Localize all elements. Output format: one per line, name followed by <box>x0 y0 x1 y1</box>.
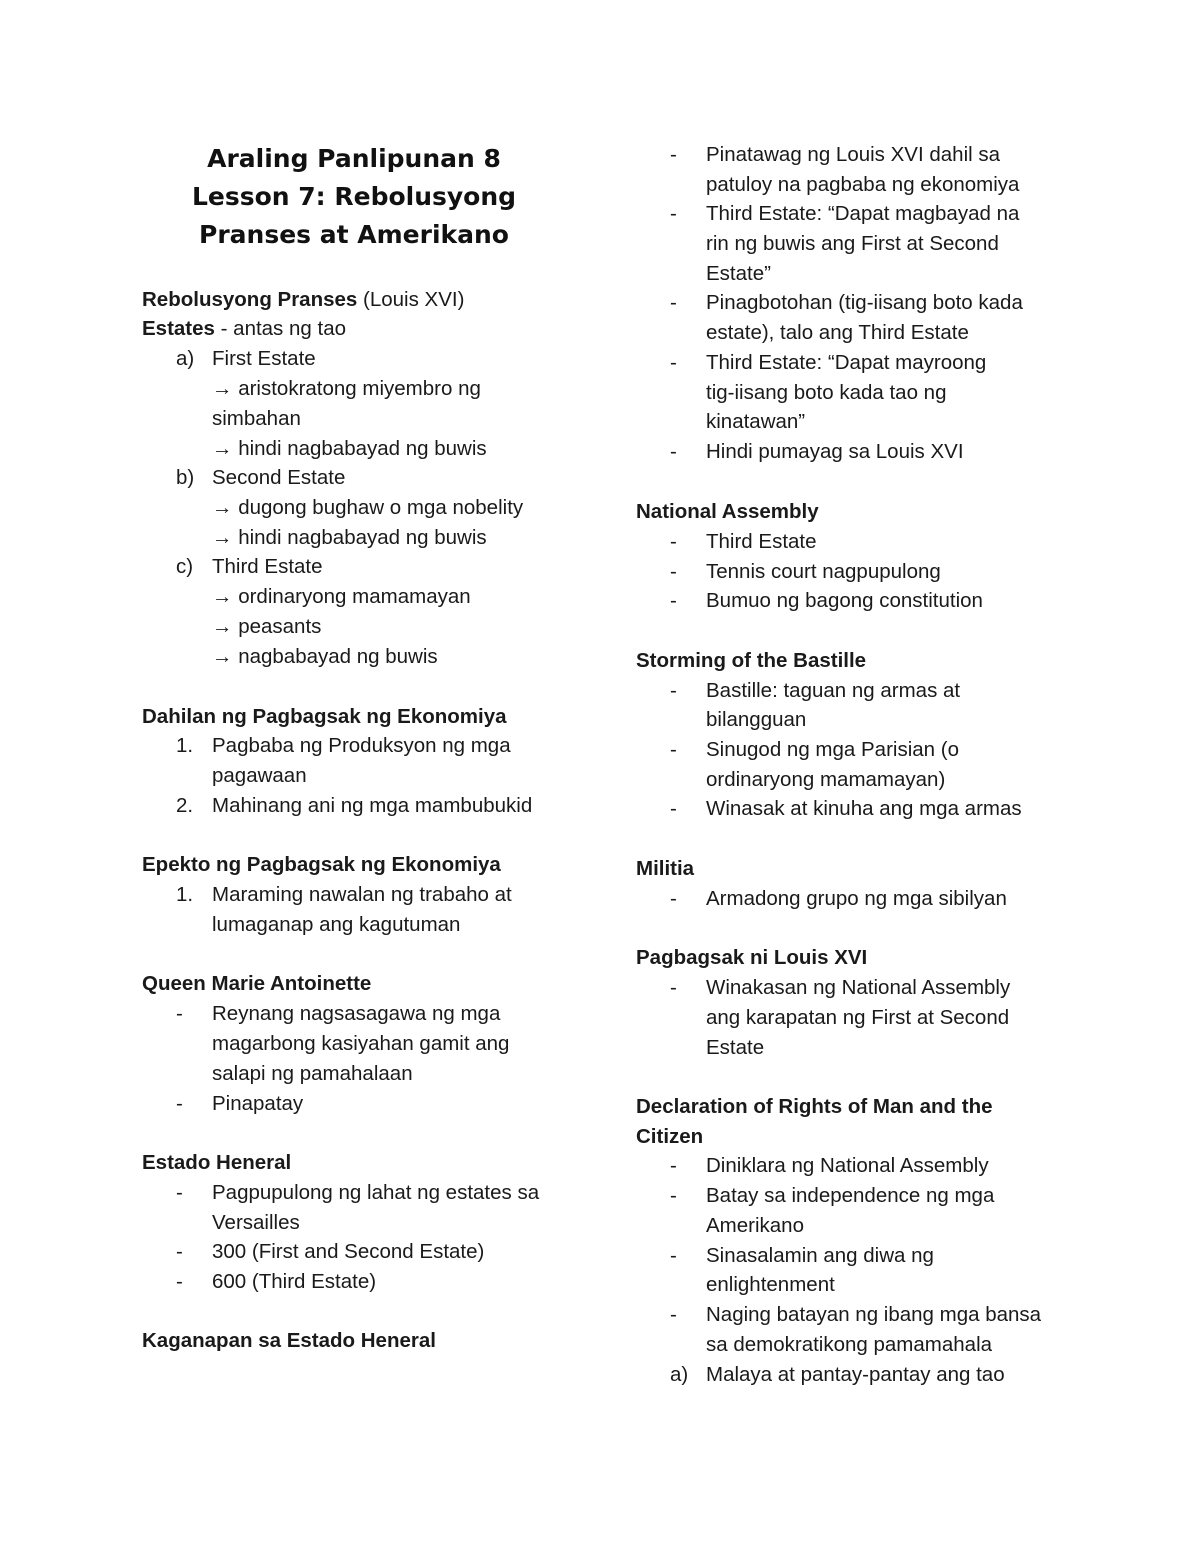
title-line-3: Pranses at Amerikano <box>199 220 509 249</box>
list-item: patuloy na pagbaba ng ekonomiya <box>706 173 1020 196</box>
list-item: → aristokratong miyembro ng <box>212 377 481 400</box>
dash-bullet: - <box>176 1002 183 1025</box>
section-heading-militia: Militia <box>636 857 695 880</box>
list-item: magarbong kasiyahan gamit ang <box>212 1032 510 1055</box>
list-item: ordinaryong mamamayan) <box>706 768 946 791</box>
list-number: 2. <box>176 794 194 817</box>
list-item: Winakasan ng National Assembly <box>706 976 1011 999</box>
third-estate-label: Third Estate <box>212 555 323 578</box>
list-item: Sinugod ng mga Parisian (o <box>706 738 959 761</box>
dash-bullet: - <box>670 440 677 463</box>
dash-bullet: - <box>176 1092 183 1115</box>
list-item: → ordinaryong mamamayan <box>212 585 471 608</box>
list-item: Third Estate: “Dapat magbayad na <box>706 202 1020 225</box>
dash-bullet: - <box>176 1181 183 1204</box>
list-item: Estate” <box>706 262 771 285</box>
section-heading-estado-heneral: Estado Heneral <box>142 1151 292 1174</box>
dash-bullet: - <box>670 530 677 553</box>
section-heading-declaration: Declaration of Rights of Man and the <box>636 1095 993 1118</box>
list-item: Batay sa independence ng mga <box>706 1184 995 1207</box>
dash-bullet: - <box>670 202 677 225</box>
title-line-1: Araling Panlipunan 8 <box>207 144 501 173</box>
section-heading-epekto: Epekto ng Pagbagsak ng Ekonomiya <box>142 853 501 876</box>
list-item: Winasak at kinuha ang mga armas <box>706 797 1022 820</box>
marker-a: a) <box>176 347 195 370</box>
dash-bullet: - <box>670 1154 677 1177</box>
dash-bullet: - <box>670 1244 677 1267</box>
list-item: Pinapatay <box>212 1092 304 1115</box>
list-item: Pagbaba ng Produksyon ng mga <box>212 734 511 757</box>
dash-bullet: - <box>176 1270 183 1293</box>
list-item: → dugong bughaw o mga nobelity <box>212 496 524 519</box>
estates-def: - antas ng tao <box>220 317 347 340</box>
list-item: Reynang nagsasagawa ng mga <box>212 1002 501 1025</box>
section-heading-declaration-cont: Citizen <box>636 1125 704 1148</box>
dash-bullet: - <box>670 679 677 702</box>
dash-bullet: - <box>670 1303 677 1326</box>
list-item: salapi ng pamahalaan <box>212 1062 413 1085</box>
section-heading-kaganapan: Kaganapan sa Estado Heneral <box>142 1329 436 1352</box>
list-number: 1. <box>176 734 194 757</box>
list-item: Estate <box>706 1036 765 1059</box>
dash-bullet: - <box>670 797 677 820</box>
list-item: simbahan <box>212 407 301 430</box>
list-item: estate), talo ang Third Estate <box>706 321 969 344</box>
dash-bullet: - <box>670 1184 677 1207</box>
list-item: Pinatawag ng Louis XVI dahil sa <box>706 143 1001 166</box>
list-number: 1. <box>176 883 194 906</box>
list-item: Naging batayan ng ibang mga bansa <box>706 1303 1042 1326</box>
dash-bullet: - <box>670 976 677 999</box>
section-heading-rebolusyong-pranses <box>142 285 464 315</box>
dash-bullet: - <box>670 560 677 583</box>
list-item: enlightenment <box>706 1273 835 1296</box>
list-item: → hindi nagbabayad ng buwis <box>212 437 487 460</box>
list-item: lumaganap ang kagutuman <box>212 913 461 936</box>
dash-bullet: - <box>670 589 677 612</box>
list-item: kinatawan” <box>706 410 806 433</box>
list-item: Armadong grupo ng mga sibilyan <box>706 887 1007 910</box>
list-item: 600 (Third Estate) <box>212 1270 377 1293</box>
list-item: Pagpupulong ng lahat ng estates sa <box>212 1181 540 1204</box>
section-heading-pagbagsak: Pagbagsak ni Louis XVI <box>636 946 868 969</box>
list-item: Diniklara ng National Assembly <box>706 1154 989 1177</box>
list-item: Hindi pumayag sa Louis XVI <box>706 440 964 463</box>
list-item: → hindi nagbabayad ng buwis <box>212 526 487 549</box>
list-item: bilangguan <box>706 708 807 731</box>
list-item: Tennis court nagpupulong <box>706 560 941 583</box>
list-item: → peasants <box>212 615 322 638</box>
heading-paren: (Louis XVI) <box>363 288 465 311</box>
title-line-2: Lesson 7: Rebolusyong <box>191 182 517 211</box>
section-heading-storming: Storming of the Bastille <box>636 649 867 672</box>
list-item: Malaya at pantay-pantay ang tao <box>706 1363 1005 1386</box>
first-estate-label: First Estate <box>212 347 316 370</box>
list-item: pagawaan <box>212 764 307 787</box>
marker-b: b) <box>176 466 195 489</box>
list-item: Sinasalamin ang diwa ng <box>706 1244 934 1267</box>
list-item: sa demokratikong pamamahala <box>706 1333 993 1356</box>
dash-bullet: - <box>670 291 677 314</box>
list-item: Pinagbotohan (tig-iisang boto kada <box>706 291 1023 314</box>
list-item: Versailles <box>212 1211 300 1234</box>
list-item: rin ng buwis ang First at Second <box>706 232 999 255</box>
list-item: Third Estate <box>706 530 817 553</box>
list-item: 300 (First and Second Estate) <box>212 1240 485 1263</box>
dash-bullet: - <box>176 1240 183 1263</box>
dash-bullet: - <box>670 887 677 910</box>
list-item: Mahinang ani ng mga mambubukid <box>212 794 533 817</box>
second-estate-label: Second Estate <box>212 466 346 489</box>
heading-text: Rebolusyong Pranses <box>142 288 358 311</box>
estates-label: Estates <box>142 317 215 340</box>
marker-c: c) <box>176 555 194 578</box>
section-heading-queen: Queen Marie Antoinette <box>142 972 372 995</box>
estates-definition <box>142 314 346 344</box>
list-item: Amerikano <box>706 1214 804 1237</box>
dash-bullet: - <box>670 738 677 761</box>
list-item: → nagbabayad ng buwis <box>212 645 438 668</box>
list-item: tig-iisang boto kada tao ng <box>706 381 947 404</box>
list-item: Bumuo ng bagong constitution <box>706 589 983 612</box>
dash-bullet: - <box>670 143 677 166</box>
section-heading-dahilan: Dahilan ng Pagbagsak ng Ekonomiya <box>142 705 507 728</box>
dash-bullet: - <box>670 351 677 374</box>
list-item: Maraming nawalan ng trabaho at <box>212 883 512 906</box>
section-heading-national-assembly: National Assembly <box>636 500 819 523</box>
list-item: ang karapatan ng First at Second <box>706 1006 1010 1029</box>
list-item: Bastille: taguan ng armas at <box>706 679 961 702</box>
list-item: Third Estate: “Dapat mayroong <box>706 351 987 374</box>
marker-a: a) <box>670 1363 689 1386</box>
